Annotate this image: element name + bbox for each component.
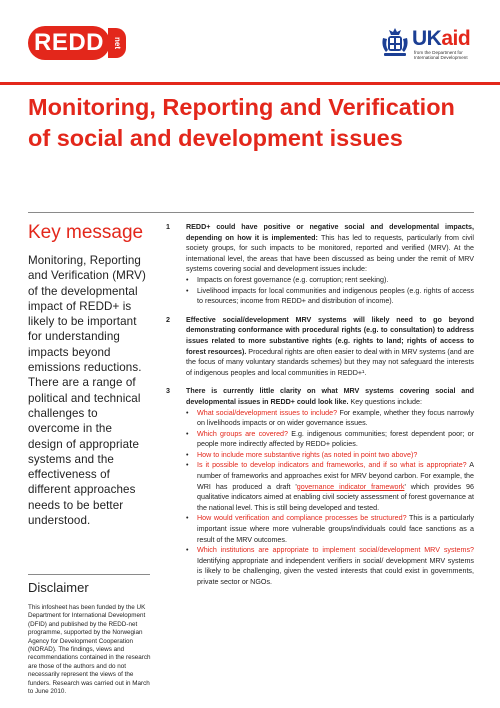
point-number: 3 [166, 387, 170, 396]
point-2 [166, 315, 474, 379]
key-message-heading: Key message [28, 222, 144, 243]
question-text: Which institutions are appropriate to implement social/development MRV systems? [197, 546, 474, 555]
disclaimer-body: This infosheet has been funded by the UK Department for International Development (DFID) and published by the REDD-net programme, supported by the Norwegian Agency for Development Cooperation (NORAD). The findings, views and recommendations contained in the research are those of the authors and do not necessarily represent the views of the funders. Research was carried out in March to June 2010. [28, 604, 151, 696]
list-item: • How would verification and compliance processes be structured? This is a particularly important issue where more vulnerable groups/individuals could face sanctions as a result of the MRV outcomes. [186, 513, 474, 545]
redd-net-logo [28, 26, 126, 60]
title-divider [28, 212, 474, 213]
question-text: How would verification and compliance processes be structured? [197, 514, 407, 523]
net-logo-text: net [108, 28, 126, 58]
question-text: What social/development issues to include? [197, 408, 338, 417]
point-lead: Effective social/development MRV systems will likely need to go beyond demonstrating conformance with procedural rights (e.g. to consultation) to address issues related to more substantive rights (e.g. rights to land; rights of access to forest resources). [186, 315, 474, 356]
point-3-questions [186, 408, 474, 588]
key-points [166, 222, 474, 596]
point-1-bullets [186, 275, 474, 307]
question-text: Is it possible to develop indicators and frameworks, and if so what is appropriate? [197, 461, 467, 470]
point-lead: REDD+ could have positive or negative social and developmental impacts, depending on how it is implemented: [186, 223, 474, 242]
point-lead: There is currently little clarity on what MRV systems covering social and developmental issues in REDD+ could look like. [186, 387, 474, 406]
ukaid-subtitle: from the Department for International Development [414, 50, 468, 61]
point-body: Key questions include: [348, 397, 422, 406]
royal-crest-icon [380, 26, 410, 62]
point-3 [166, 386, 474, 587]
header-rule [0, 82, 500, 85]
disclaimer-divider [28, 574, 150, 575]
question-text: How to include more substantive rights (as noted in point two above)? [197, 450, 418, 459]
page-title: Monitoring, Reporting and Verification of social and development issues [28, 94, 455, 151]
redd-logo-text: REDD [28, 26, 110, 60]
list-item: • Is it possible to develop indicators and frameworks, and if so what is appropriate? A number of frameworks and approaches exist for MRV beyond carbon. For example, the WRI has produced a draft 'governance indicator framework' which provides 96 qualitative indicators aimed at enabling civil society assessment of forest governance at the national level. This is still being developed and tested. [186, 460, 474, 513]
list-item: • What social/development issues to include? For example, whether they focus narrowly on livelihoods impacts or on wider governance issues. [186, 408, 474, 429]
point-body: Procedural rights are often easier to deal with in MRV systems (and are the focus of many voluntary standards schemes) but they may not safeguard the interests of indigenous peoples and local communities in REDD+¹. [186, 347, 475, 377]
point-number: 1 [166, 223, 170, 231]
point-text [186, 315, 474, 379]
list-item: • Livelihood impacts for local communities and indigenous peoples (e.g. rights of access to resources; income from REDD+ and distribution of income). [186, 286, 474, 307]
list-item [186, 450, 474, 461]
point-body: This has led to requests, particularly from civil society groups, for such impacts to be monitored, reported and verified (MRV). At the international level, the areas that have been discussed as being under the remit of MRV systems covering social and development issues include: [186, 233, 474, 274]
list-item: • Which groups are covered? E.g. indigenous communities; forest dependent poor; or people more indirectly affected by REDD+ policies. [186, 429, 474, 450]
point-number: 2 [166, 315, 170, 324]
question-text: Which groups are covered? [197, 429, 288, 438]
governance-framework-link[interactable]: governance indicator framework [296, 482, 405, 491]
point-text [186, 386, 474, 407]
disclaimer-heading: Disclaimer [28, 580, 89, 595]
ukaid-logo [380, 26, 480, 68]
key-message-body: Monitoring, Reporting and Verification (MRV) of the developmental impact of REDD+ is likely to be important for understanding impacts beyond emissions reductions. There are a range of political and technical challenges to overcome in the design of appropriate systems and the effectiveness of different approaches needs to be better understood. [28, 254, 146, 528]
ukaid-wordmark: UKaid [412, 27, 471, 50]
list-item: • Which institutions are appropriate to implement social/development MRV systems? Identifying appropriate and independent verifiers in social/ development MRV systems is likely to be challenging, given the vested interests that could exist in governments, private sector or NGOs. [186, 545, 474, 587]
list-item: • Impacts on forest governance (e.g. corruption; rent seeking). [186, 275, 474, 286]
point-text [186, 222, 474, 275]
point-1 [166, 222, 474, 307]
